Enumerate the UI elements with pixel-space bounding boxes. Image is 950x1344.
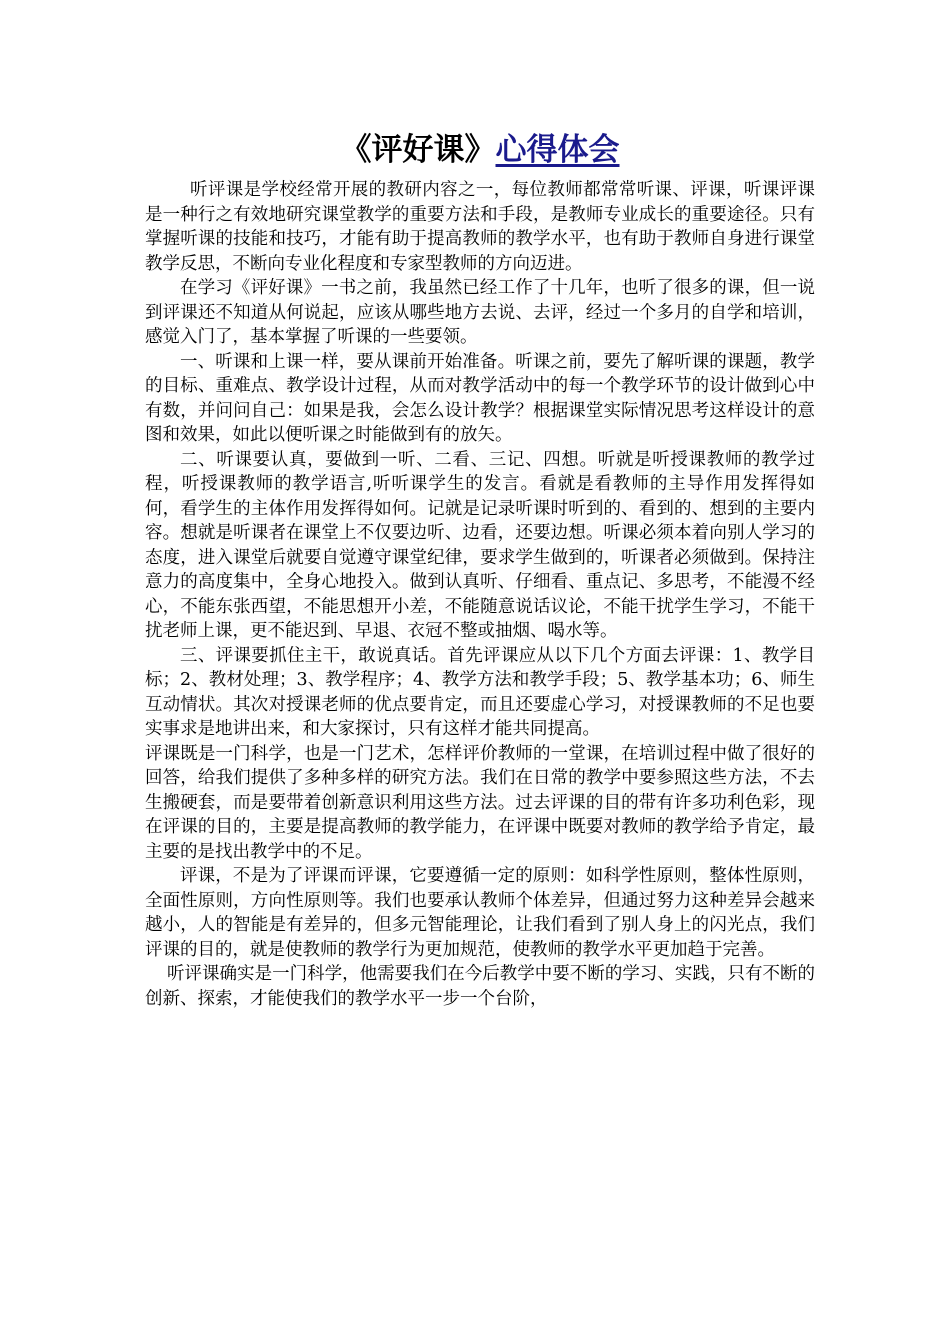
paragraph-point-three: 三、评课要抓住主干，敢说真话。首先评课应从以下几个方面去评课：1、教学目标；2、教材处理；3、教学程序；4、教学方法和教学手段；5、教学基本功；6、师生互动情状。其次对授课老师的优点要肯定，而且还要虚心学习，对授课教师的不足也要实事求是地讲出来，和大家探讨，只有这样才能共同提高。 bbox=[145, 645, 815, 739]
document-page bbox=[145, 128, 815, 1011]
paragraph-background: 在学习《评好课》一书之前，我虽然已经工作了十几年，也听了很多的课，但一说到评课还不知道从何说起，应该从哪些地方去说、去评，经过一个多月的自学和培训，感觉入门了，基本掌握了听课的一些要领。 bbox=[145, 278, 815, 347]
paragraph-intro: 听评课是学校经常开展的教研内容之一，每位教师都常常听课、评课，听课评课是一种行之有效地研究课堂教学的重要方法和手段，是教师专业成长的重要途径。只有掌握听课的技能和技巧，才能有助于提高教师的教学水平，也有助于教师自身进行课堂教学反思，不断向专业化程度和专家型教师的方向迈进。 bbox=[145, 180, 815, 274]
title-link[interactable]: 心得体会 bbox=[495, 132, 620, 168]
paragraph-point-one: 一、听课和上课一样，要从课前开始准备。听课之前，要先了解听课的课题，教学的目标、重难点、教学设计过程，从而对教学活动中的每一个教学环节的设计做到心中有数，并问问自己：如果是我，会怎么设计教学？根据课堂实际情况思考这样设计的意图和效果，如此以便听课之时能做到有的放矢。 bbox=[145, 351, 815, 445]
paragraph-principles: 评课，不是为了评课而评课，它要遵循一定的原则：如科学性原则，整体性原则，全面性原则，方向性原则等。我们也要承认教师个体差异，但通过努力这种差异会越来越小，人的智能是有差异的，但多元智能理论，让我们看到了别人身上的闪光点，我们评课的目的，就是使教师的教学行为更加规范，使教师的教学水平更加趋于完善。 bbox=[145, 866, 815, 960]
paragraph-point-two: 二、听课要认真，要做到一听、二看、三记、四想。听就是听授课教师的教学过程，听授课教师的教学语言,听听课学生的发言。看就是看教师的主导作用发挥得如何，看学生的主体作用发挥得如何。记就是记录听课时听到的、看到的、想到的主要内容。想就是听课者在课堂上不仅要边听、边看，还要边想。听课必须本着向别人学习的态度，进入课堂后就要自觉遵守课堂纪律，要求学生做到的，听课者必须做到。保持注意力的高度集中，全身心地投入。做到认真听、仔细看、重点记、多思考，不能漫不经心，不能东张西望，不能思想开小差，不能随意说话议论，不能干扰学生学习，不能干扰老师上课，更不能迟到、早退、衣冠不整或抽烟、喝水等。 bbox=[145, 449, 815, 641]
paragraph-art-of-evaluation: 评课既是一门科学，也是一门艺术，怎样评价教师的一堂课，在培训过程中做了很好的回答，给我们提供了多种多样的研究方法。我们在日常的教学中要参照这些方法，不去生搬硬套，而是要带着创新意识利用这些方法。过去评课的目的带有许多功利色彩，现在评课的目的，主要是提高教师的教学能力，在评课中既要对教师的教学给予肯定，最主要的是找出教学中的不足。 bbox=[145, 743, 815, 862]
title-prefix: 《评好课》 bbox=[340, 132, 496, 168]
paragraph-conclusion: 听评课确实是一门科学，他需要我们在今后教学中要不断的学习、实践，只有不断的创新、探索，才能使我们的教学水平一步一个台阶， bbox=[145, 964, 815, 1009]
document-title bbox=[145, 128, 815, 172]
